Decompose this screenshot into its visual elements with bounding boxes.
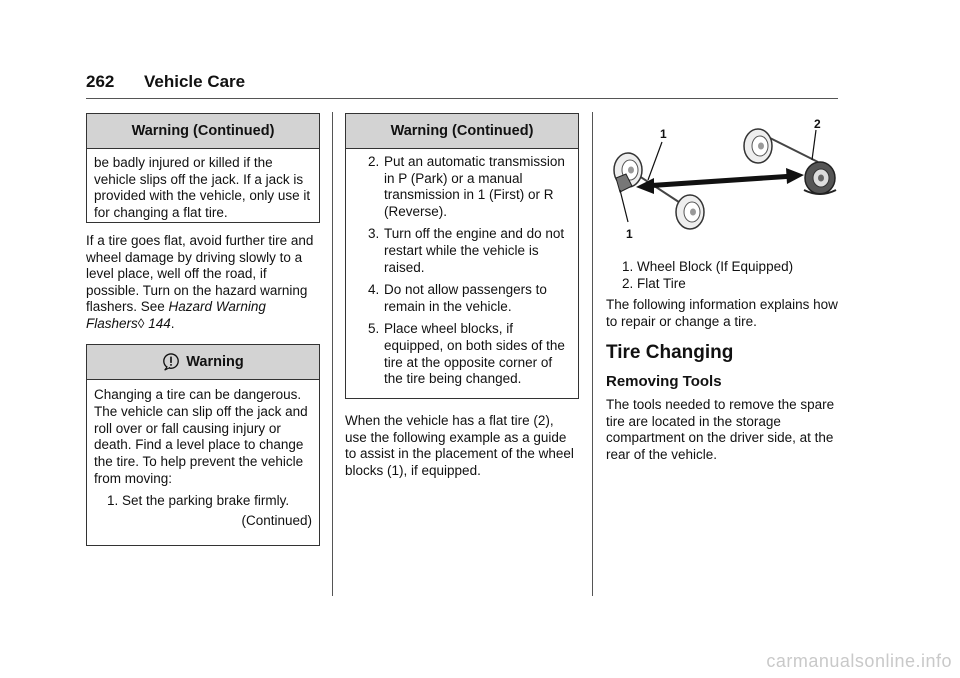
page-ref[interactable]: 144: [148, 315, 171, 331]
section-title: Vehicle Care: [144, 72, 246, 91]
warning-continued-box-2: [345, 113, 579, 399]
repair-info-paragraph: The following information explains how to repair or change a tire.: [606, 297, 838, 329]
tire-icon: [676, 195, 704, 229]
figure-label-2: 2: [814, 117, 821, 131]
warning-steps-list: [346, 149, 578, 388]
warning-item-1: 1. Set the parking brake firmly.: [107, 492, 290, 508]
page-ref-symbol: ◊: [137, 315, 145, 331]
tire-icon: [744, 129, 772, 163]
list-item: 4. Do not allow passengers to remain in the vehicle.: [368, 282, 547, 314]
flat-tire-text: If a tire goes flat, avoid further tire and wheel damage by driving slowly to a level place, well off the road, if possible. Turn on the hazard warning flashers. See: [86, 233, 314, 315]
column-divider-2: [592, 112, 593, 596]
warning-body: Changing a tire can be dangerous. The vehicle can slip off the jack and roll over or fall causing injury or death. Find a level place to change the tire. To help prevent the vehicle from moving:: [94, 387, 308, 486]
warning-continued-title-2: Warning (Continued): [346, 114, 578, 149]
hazard-flashers-link[interactable]: Hazard Warning Flashers: [86, 299, 266, 331]
figure-label-1: 1: [660, 127, 667, 141]
legend-item-1: 1. Wheel Block (If Equipped): [622, 259, 794, 274]
page-header: [86, 72, 838, 98]
flat-tire-paragraph: [86, 233, 320, 333]
page-number: 262: [86, 72, 115, 91]
removing-tools-paragraph: The tools needed to remove the spare tire are located in the storage compartment on the driver side, at the rear of the vehicle.: [606, 397, 835, 462]
wheel-block-paragraph: When the vehicle has a flat tire (2), use the following example as a guide to assist in the placement of the wheel blocks (1), if equipped.: [345, 413, 574, 478]
header-rule: [86, 98, 838, 99]
warning-title: Warning: [186, 354, 244, 370]
list-item: 2. Put an automatic transmission in P (Park) or a manual transmission in 1 (First) or R (Reverse).: [368, 154, 565, 219]
warning-continued-title: Warning (Continued): [87, 114, 319, 149]
column-divider-1: [332, 112, 333, 596]
watermark: carmanualsonline.info: [766, 651, 952, 671]
flat-tire-icon: [804, 162, 836, 194]
figure-label-1b: 1: [626, 227, 633, 241]
warning-continued-box-1: [86, 113, 320, 223]
warning-box: [86, 344, 320, 546]
legend-item-2: 2. Flat Tire: [622, 276, 686, 291]
list-item: 5. Place wheel blocks, if equipped, on both sides of the tire at the opposite corner of the tire being changed.: [368, 321, 565, 387]
list-item: 3. Turn off the engine and do not restart while the vehicle is raised.: [368, 226, 565, 275]
warning-icon: [162, 353, 180, 371]
tire-changing-heading: Tire Changing: [606, 342, 734, 363]
figure-legend: [622, 258, 842, 292]
removing-tools-heading: Removing Tools: [606, 373, 722, 390]
warning-continued-body: be badly injured or killed if the vehicle slips off the jack. If a jack is provided with the vehicle, only use it for changing a flat tire.: [94, 155, 311, 220]
continued-label: (Continued): [241, 513, 312, 529]
wheel-block-figure: [606, 116, 838, 242]
para-end: .: [170, 315, 175, 331]
